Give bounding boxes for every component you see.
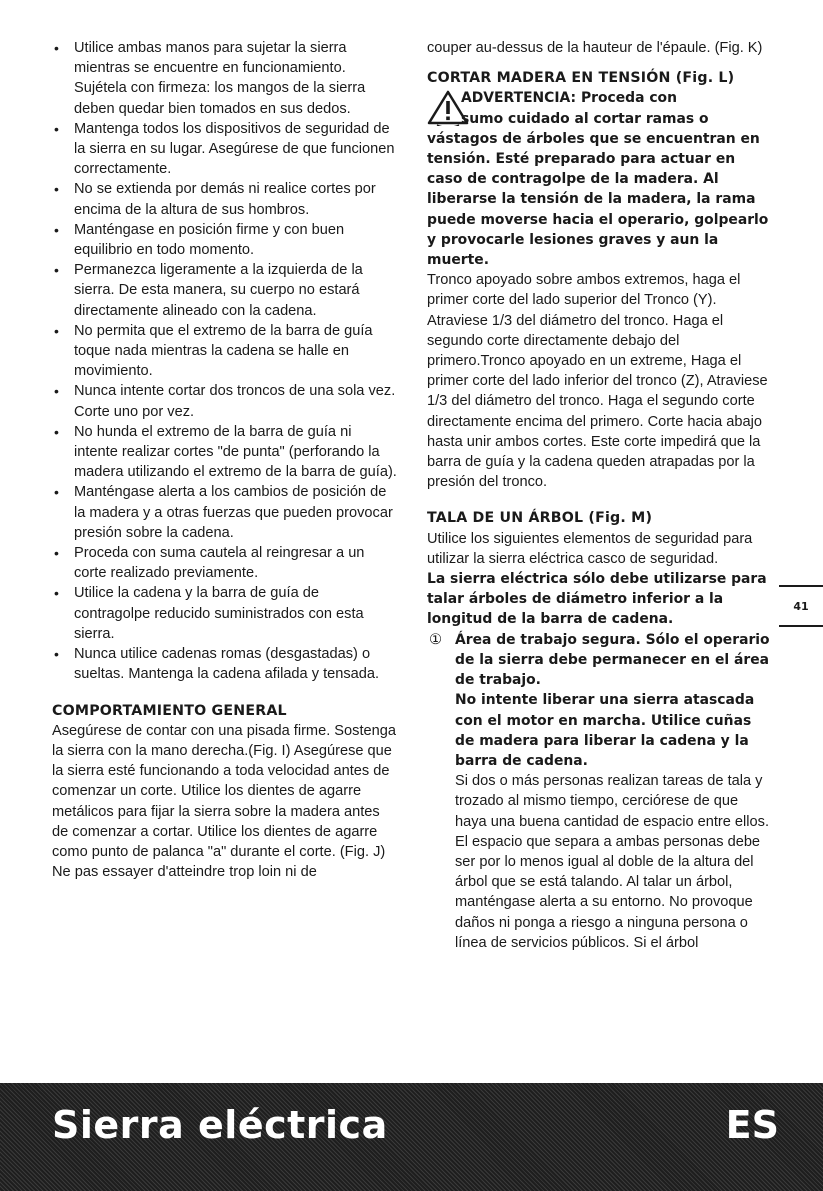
list-item: • No hunda el extremo de la barra de guía ni intente realizar cortes "de punta" (perforando la madera utilizando el extremo de la barra de guía). xyxy=(52,422,397,483)
spacer xyxy=(427,58,772,68)
list-item: • Manténgase alerta a los cambios de posición de la madera y a otras fuerzas que pueden provocar presión sobre la cadena. xyxy=(52,482,397,543)
list-item: • Mantenga todos los dispositivos de seguridad de la sierra en su lugar. Asegúrese de que funcionen correctamente. xyxy=(52,119,397,180)
tension-paragraph: Tronco apoyado sobre ambos extremos, haga el primer corte del lado superior del Tronco (Y). Atraviese 1/3 del diámetro del tronco. Haga el segundo corte directamente debajo del primero.Tronco apoyado en un extreme, Haga el primer corte del lado inferior del tronco (Z), Atraviese 1/3 del diámetro del tronco. Haga el segundo corte directamente encima del primero. Corte hacia abajo hasta unir ambos cortes. Este corte impedirá que la barra de guía y la cadena queden atrapadas por la presión del tronco. xyxy=(427,272,768,491)
warning-block xyxy=(427,88,772,270)
footer-language: ES xyxy=(725,1103,779,1147)
general-behavior-paragraph: Asegúrese de contar con una pisada firme. Sostenga la sierra con la mano derecha.(Fig. I) Asegúrese que la sierra esté funcionando a toda velocidad antes de comenzar un corte. Utilice los dientes de agarre metálicos para fijar la sierra sobre la madera antes de comenzar a cortar. Utilice los dientes de agarre como punto de palanca "a" durante el corte. (Fig. J) xyxy=(52,722,396,860)
right-column xyxy=(427,38,772,953)
list-item: • Nunca intente cortar dos troncos de una sola vez. Corte uno por vez. xyxy=(52,381,397,421)
list-item: • Nunca utilice cadenas romas (desgastadas) o sueltas. Mantenga la cadena afilada y tensada. xyxy=(52,644,397,684)
list-item: • Utilice la cadena y la barra de guía de contragolpe reducido suministrados con esta sierra. xyxy=(52,583,397,644)
item-body: Si dos o más personas realizan tareas de tala y trozado al mismo tiempo, cerciórese de que haya una buena cantidad de espacio entre ellos. El espacio que separa a ambas personas debe ser por lo menos igual al doble de la altura del árbol que se está talando. Al talar un árbol, manténgase alerta a su entorno. No provoque daños ni ponga a riesgo a ninguna persona o línea de servicios públicos. Si el árbol xyxy=(455,773,770,951)
footer-title: Sierra eléctrica xyxy=(52,1103,388,1147)
footer-band xyxy=(0,1083,823,1191)
warning-text xyxy=(427,88,772,270)
warning-triangle-icon xyxy=(427,90,469,126)
warning-first-line: ADVERTENCIA: Proceda con xyxy=(461,90,677,107)
tree-felling-paragraph: Utilice los siguientes elementos de seguridad para utilizar la sierra eléctrica casco de seguridad. xyxy=(427,530,753,567)
item-bold-1: Área de trabajo segura. Sólo el operario de la sierra debe permanecer en el área de trabajo. xyxy=(455,631,770,689)
item-number: ① xyxy=(429,631,443,648)
list-item: • Permanezca ligeramente a la izquierda de la sierra. De esta manera, su cuerpo no estará directamente alineado con la cadena. xyxy=(52,260,397,321)
spacer xyxy=(52,685,397,701)
list-item: • Manténgase en posición firme y con buen equilibrio en todo momento. xyxy=(52,220,397,260)
safety-bullet-list xyxy=(52,38,397,685)
french-continuation: couper au-dessus de la hauteur de l'épaule. (Fig. K) xyxy=(427,40,763,56)
list-item: • No se extienda por demás ni realice cortes por encima de la altura de sus hombros. xyxy=(52,179,397,219)
page-number: 41 xyxy=(779,585,823,627)
item-bold-2: No intente liberar una sierra atascada con el motor en marcha. Utilice cuñas de madera para liberar la cadena y la barra de cadena. xyxy=(455,692,755,769)
french-line: Ne pas essayer d'atteindre trop loin ni de xyxy=(52,864,317,881)
tree-felling-bold-note: La sierra eléctrica sólo debe utilizarse para talar árboles de diámetro inferior a la longitud de la barra de cadena. xyxy=(427,571,767,628)
spacer xyxy=(427,492,772,508)
list-item: • Proceda con suma cautela al reingresar a un corte realizado previamente. xyxy=(52,543,397,583)
list-item: • Utilice ambas manos para sujetar la sierra mientras se encuentre en funcionamiento. Sujétela con firmeza: los mangos de la sierra deben quedar bien tomados en sus dedos. xyxy=(52,38,397,119)
section-heading-tree-felling: TALA DE UN ÁRBOL (Fig. M) xyxy=(427,510,653,527)
left-column xyxy=(52,38,397,882)
list-item: • No permita que el extremo de la barra de guía toque nada mientras la cadena se halle en movimiento. xyxy=(52,321,397,382)
warning-rest xyxy=(427,109,772,271)
numbered-item-1 xyxy=(427,630,772,953)
warning-rest-text: sumo cuidado al cortar ramas o vástagos de árboles que se encuentran en tensión. Esté preparado para actuar en caso de contragolpe de la madera. Al liberarse la tensión de la madera, la rama puede moverse hacia el operario, golpearlo y provocarle lesiones graves y aun la muerte. xyxy=(427,110,769,269)
section-heading-tension: CORTAR MADERA EN TENSIÓN (Fig. L) xyxy=(427,70,735,87)
section-heading-general: COMPORTAMIENTO GENERAL xyxy=(52,702,287,719)
